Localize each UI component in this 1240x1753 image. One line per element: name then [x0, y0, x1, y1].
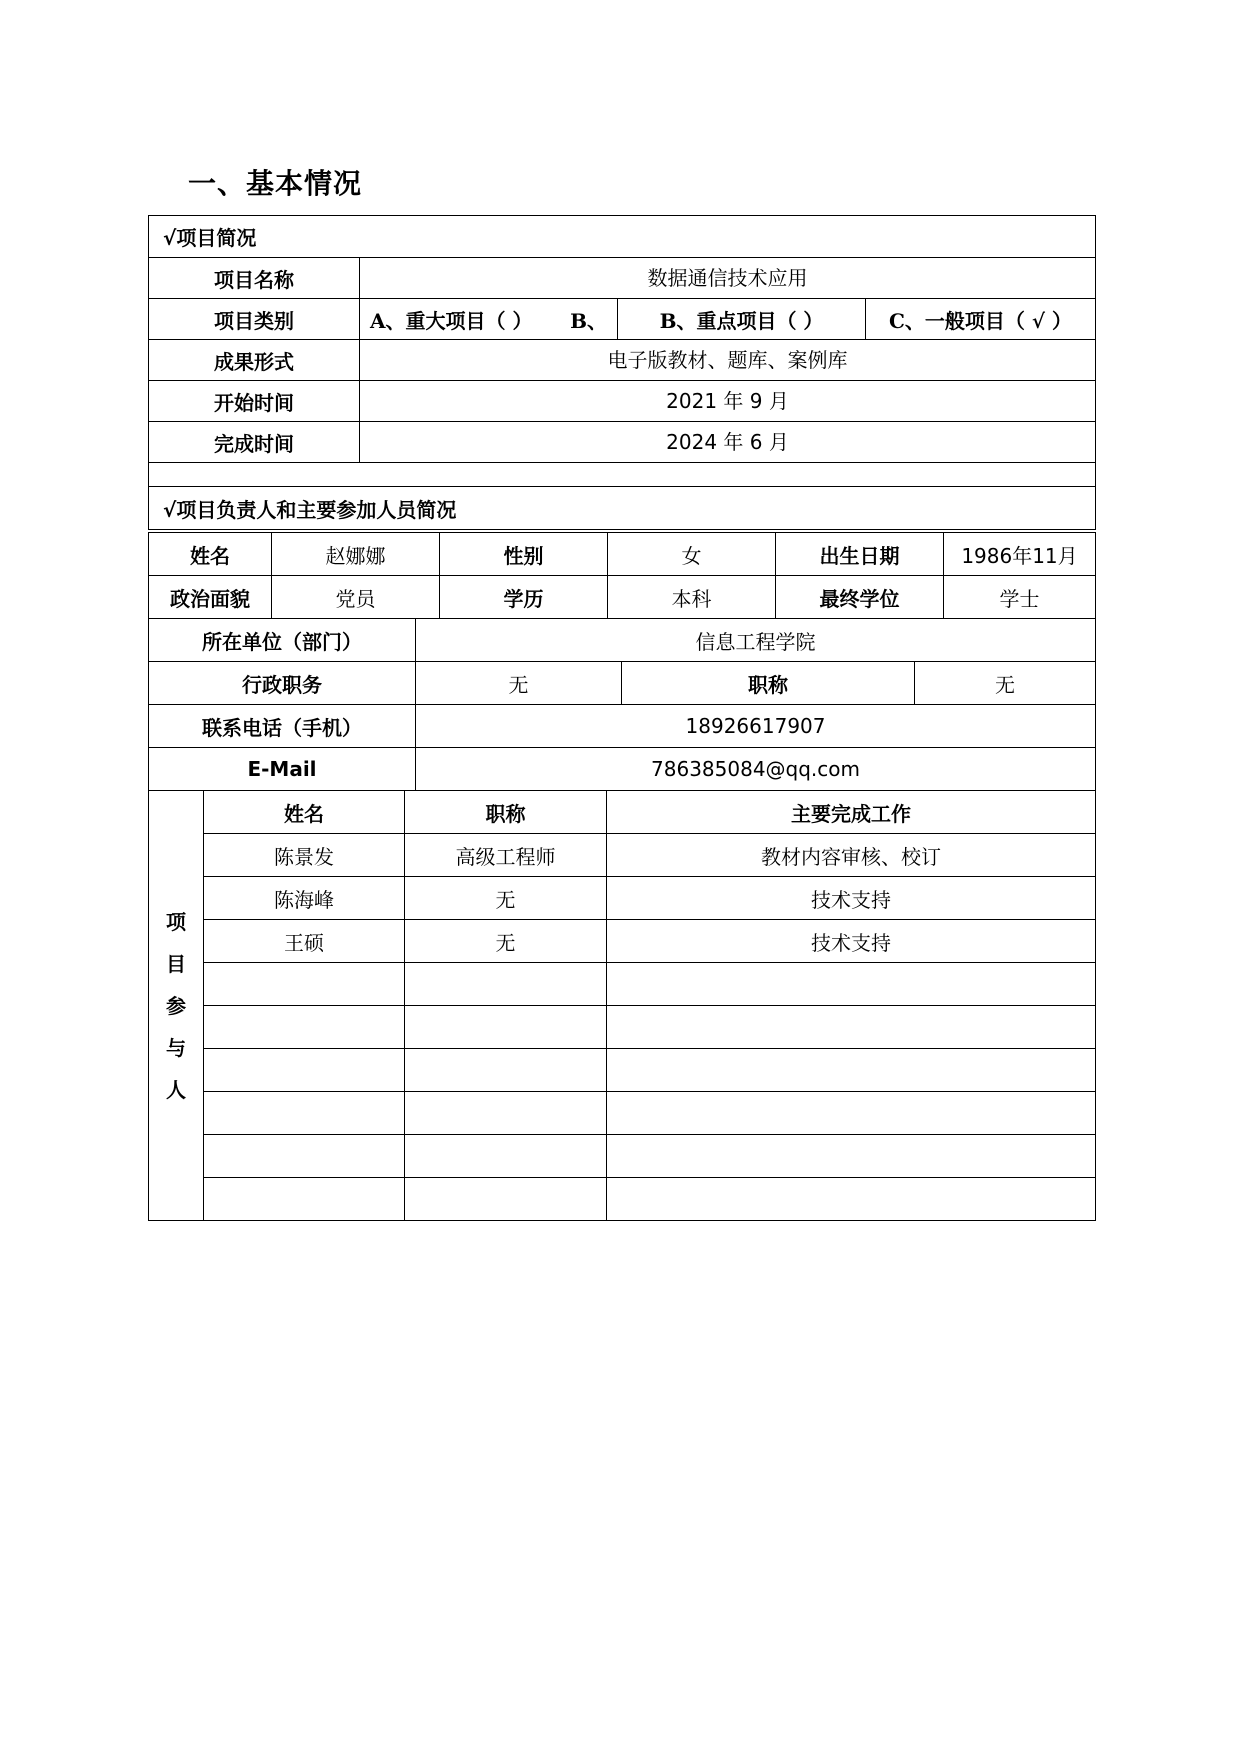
empty-cell — [607, 1006, 1096, 1049]
phone-value: 18926617907 — [416, 705, 1096, 748]
participants-table — [148, 790, 1096, 1221]
empty-cell — [405, 963, 607, 1006]
empty-cell — [204, 1006, 405, 1049]
empty-cell — [607, 1178, 1096, 1221]
unit-value: 信息工程学院 — [416, 619, 1096, 662]
project-overview-table — [148, 215, 1096, 530]
participants-header-name: 姓名 — [204, 791, 405, 834]
email-label: E-Mail — [149, 748, 416, 791]
participant-title: 无 — [405, 920, 607, 963]
empty-cell — [607, 963, 1096, 1006]
admin-position-value: 无 — [416, 662, 622, 705]
participants-header-work: 主要完成工作 — [607, 791, 1096, 834]
category-option-c: C、一般项目（ √ ） — [866, 299, 1096, 340]
start-time-label: 开始时间 — [149, 381, 360, 422]
leader-basic-table — [148, 532, 1096, 619]
participant-work: 技术支持 — [607, 920, 1096, 963]
participant-name: 陈景发 — [204, 834, 405, 877]
empty-cell — [607, 1092, 1096, 1135]
participant-title: 无 — [405, 877, 607, 920]
professional-title-label: 职称 — [622, 662, 915, 705]
leader-politics-label: 政治面貌 — [149, 576, 272, 619]
participants-side-label — [149, 791, 204, 1221]
category-option-b: B、重点项目（ ） — [618, 299, 866, 340]
participants-side-label-text: 项目参与人 — [166, 909, 186, 1102]
leader-politics-value: 党员 — [272, 576, 440, 619]
participant-work: 技术支持 — [607, 877, 1096, 920]
leader-gender-value: 女 — [608, 533, 776, 576]
empty-cell — [204, 1135, 405, 1178]
empty-cell — [405, 1178, 607, 1221]
result-form-value: 电子版教材、题库、案例库 — [360, 340, 1096, 381]
participant-title: 高级工程师 — [405, 834, 607, 877]
empty-cell — [405, 1092, 607, 1135]
end-time-label: 完成时间 — [149, 422, 360, 463]
leader-name-label: 姓名 — [149, 533, 272, 576]
page-title: 一、基本情况 — [188, 167, 363, 200]
empty-cell — [607, 1135, 1096, 1178]
empty-cell — [405, 1006, 607, 1049]
empty-cell — [204, 963, 405, 1006]
category-a-suffix: B、 — [570, 308, 607, 333]
admin-position-label: 行政职务 — [149, 662, 416, 705]
leader-name-value: 赵娜娜 — [272, 533, 440, 576]
project-section-title: √项目简况 — [149, 216, 1096, 258]
leader-degree-label: 最终学位 — [776, 576, 944, 619]
leader-gender-label: 性别 — [440, 533, 608, 576]
participant-name: 王硕 — [204, 920, 405, 963]
leader-education-label: 学历 — [440, 576, 608, 619]
leader-birth-label: 出生日期 — [776, 533, 944, 576]
leader-education-value: 本科 — [608, 576, 776, 619]
professional-title-value: 无 — [915, 662, 1096, 705]
project-name-value: 数据通信技术应用 — [360, 258, 1096, 299]
result-form-label: 成果形式 — [149, 340, 360, 381]
empty-cell — [405, 1135, 607, 1178]
empty-cell — [204, 1178, 405, 1221]
leader-degree-value: 学士 — [944, 576, 1096, 619]
empty-cell — [204, 1092, 405, 1135]
leader-contact-table — [148, 618, 1096, 791]
unit-label: 所在单位（部门） — [149, 619, 416, 662]
category-option-a — [360, 299, 618, 340]
spacer-row — [149, 463, 1096, 487]
participant-work: 教材内容审核、校订 — [607, 834, 1096, 877]
participants-header-title: 职称 — [405, 791, 607, 834]
email-value: 786385084@qq.com — [416, 748, 1096, 791]
leader-birth-value: 1986年11月 — [944, 533, 1096, 576]
project-category-label: 项目类别 — [149, 299, 360, 340]
project-name-label: 项目名称 — [149, 258, 360, 299]
end-time-value: 2024 年 6 月 — [360, 422, 1096, 463]
phone-label: 联系电话（手机） — [149, 705, 416, 748]
people-section-title: √项目负责人和主要参加人员简况 — [149, 487, 1096, 530]
start-time-value: 2021 年 9 月 — [360, 381, 1096, 422]
empty-cell — [607, 1049, 1096, 1092]
participant-name: 陈海峰 — [204, 877, 405, 920]
empty-cell — [405, 1049, 607, 1092]
category-a-text: A、重大项目（ ） — [370, 308, 533, 333]
empty-cell — [204, 1049, 405, 1092]
